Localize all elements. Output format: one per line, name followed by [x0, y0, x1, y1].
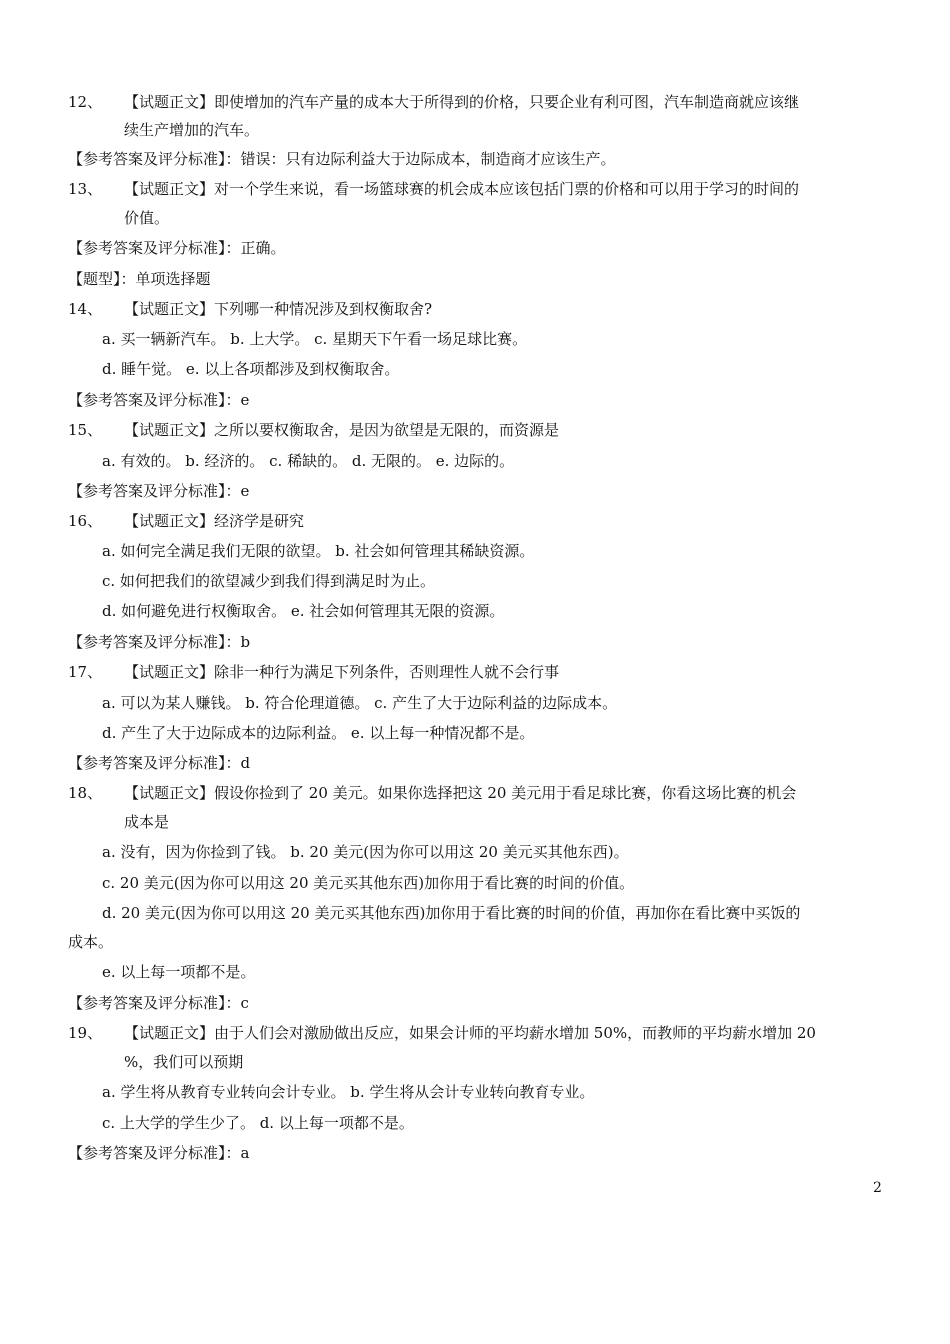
q13-text-line2: 价值。	[124, 209, 170, 227]
q14-number: 14、	[68, 300, 103, 318]
q18-text-line1: 【试题正文】假设你捡到了 20 美元。如果你选择把这 20 美元用于看足球比赛，你看这场比赛的机会	[124, 784, 797, 802]
q15-answer: 【参考答案及评分标准】：e	[68, 482, 250, 500]
q18-options-line3: d. 20 美元(因为你可以用这 20 美元买其他东西)加你用于看比赛的时间的价值，再加你在看比赛中买饭的	[102, 904, 801, 922]
q18-answer: 【参考答案及评分标准】：c	[68, 994, 249, 1012]
q14-answer: 【参考答案及评分标准】：e	[68, 391, 250, 409]
q14-options-line2: d. 睡午觉。 e. 以上各项都涉及到权衡取舍。	[102, 360, 400, 378]
q19-text-line1: 【试题正文】由于人们会对激励做出反应，如果会计师的平均薪水增加 50%，而教师的平均薪水增加 20	[124, 1024, 816, 1042]
q16-number: 16、	[68, 512, 103, 530]
q19-answer: 【参考答案及评分标准】：a	[68, 1144, 250, 1162]
q14-text: 【试题正文】下列哪一种情况涉及到权衡取舍?	[124, 300, 433, 318]
q18-options-line2: c. 20 美元(因为你可以用这 20 美元买其他东西)加你用于看比赛的时间的价值。	[102, 874, 635, 892]
q16-options-line3: d. 如何避免进行权衡取舍。 e. 社会如何管理其无限的资源。	[102, 602, 505, 620]
q14-options-line1: a. 买一辆新汽车。 b. 上大学。 c. 星期天下午看一场足球比赛。	[102, 330, 528, 348]
q15-number: 15、	[68, 421, 103, 439]
q12-number: 12、	[68, 93, 103, 111]
q17-text: 【试题正文】除非一种行为满足下列条件，否则理性人就不会行事	[124, 663, 560, 681]
q15-text: 【试题正文】之所以要权衡取舍，是因为欲望是无限的，而资源是	[124, 421, 560, 439]
q19-number: 19、	[68, 1024, 103, 1042]
q13-text-line1: 【试题正文】对一个学生来说，看一场篮球赛的机会成本应该包括门票的价格和可以用于学习的时间的	[124, 180, 800, 198]
q19-text-line2: %，我们可以预期	[124, 1053, 244, 1071]
q13-answer: 【参考答案及评分标准】：正确。	[68, 239, 286, 257]
q19-options-line2: c. 上大学的学生少了。 d. 以上每一项都不是。	[102, 1114, 414, 1132]
q18-options-line3-wrap: 成本。	[68, 933, 114, 951]
q17-answer: 【参考答案及评分标准】：d	[68, 754, 251, 772]
q17-options-line1: a. 可以为某人赚钱。 b. 符合伦理道德。 c. 产生了大于边际利益的边际成本。	[102, 694, 618, 712]
q17-options-line2: d. 产生了大于边际成本的边际利益。 e. 以上每一种情况都不是。	[102, 724, 535, 742]
q17-number: 17、	[68, 663, 103, 681]
q15-options-line1: a. 有效的。 b. 经济的。 c. 稀缺的。 d. 无限的。 e. 边际的。	[102, 452, 515, 470]
q12-answer: 【参考答案及评分标准】：错误：只有边际利益大于边际成本，制造商才应该生产。	[68, 150, 616, 168]
q18-text-line2: 成本是	[124, 813, 170, 831]
q16-options-line1: a. 如何完全满足我们无限的欲望。 b. 社会如何管理其稀缺资源。	[102, 542, 535, 560]
q18-options-line4: e. 以上每一项都不是。	[102, 963, 256, 981]
q19-options-line1: a. 学生将从教育专业转向会计专业。 b. 学生将从会计专业转向教育专业。	[102, 1083, 595, 1101]
page-number: 2	[873, 1180, 882, 1196]
q12-text-line1: 【试题正文】即使增加的汽车产量的成本大于所得到的价格，只要企业有利可图，汽车制造商就应该继	[124, 93, 800, 111]
q12-text-line2: 续生产增加的汽车。	[124, 121, 260, 139]
q18-options-line1: a. 没有，因为你捡到了钱。 b. 20 美元(因为你可以用这 20 美元买其他东西)。	[102, 843, 629, 861]
q16-answer: 【参考答案及评分标准】：b	[68, 633, 251, 651]
q16-text: 【试题正文】经济学是研究	[124, 512, 305, 530]
q16-options-line2: c. 如何把我们的欲望减少到我们得到满足时为止。	[102, 572, 435, 590]
section-type-heading: 【题型】：单项选择题	[68, 270, 211, 288]
q13-number: 13、	[68, 180, 103, 198]
q18-number: 18、	[68, 784, 103, 802]
